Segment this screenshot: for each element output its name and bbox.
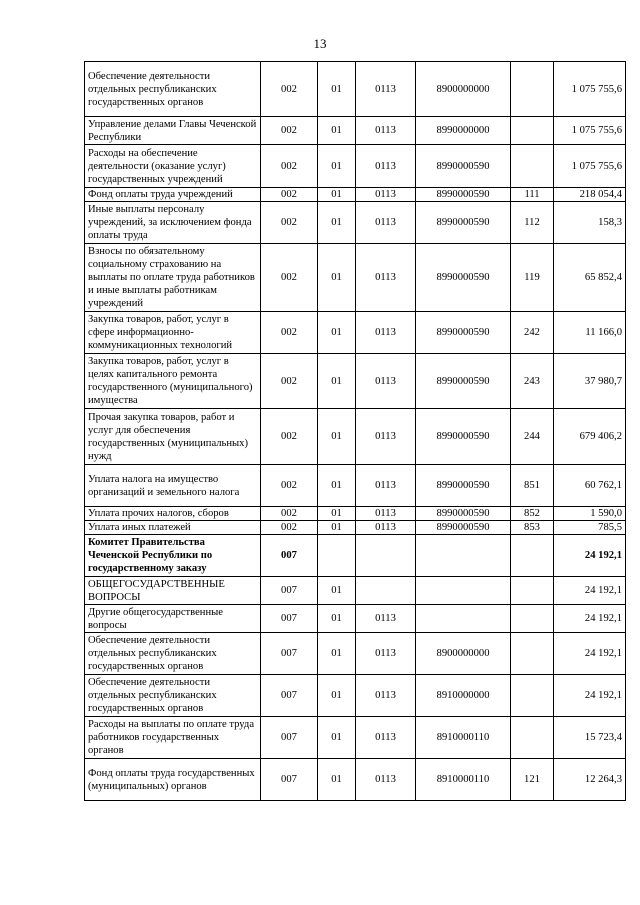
ministry-code-cell: 002 xyxy=(261,312,318,354)
expense-type-code-cell xyxy=(511,62,554,117)
expense-type-code-cell xyxy=(511,633,554,675)
target-article-code-cell: 8990000590 xyxy=(416,244,511,312)
expense-name-cell: Расходы на обеспечение деятельности (оказание услуг) государственных учреждений xyxy=(85,145,261,188)
section-code-cell: 01 xyxy=(318,244,356,312)
target-article-code-cell: 8990000590 xyxy=(416,202,511,244)
section-code-cell: 01 xyxy=(318,605,356,633)
section-code-cell xyxy=(318,535,356,577)
amount-cell: 65 852,4 xyxy=(554,244,626,312)
expense-name-cell: Управление делами Главы Чеченской Республики xyxy=(85,117,261,145)
subsection-code-cell: 0113 xyxy=(356,521,416,535)
expense-type-code-cell: 851 xyxy=(511,465,554,507)
ministry-code-cell: 007 xyxy=(261,605,318,633)
ministry-code-cell: 007 xyxy=(261,535,318,577)
target-article-code-cell: 8900000000 xyxy=(416,633,511,675)
subsection-code-cell: 0113 xyxy=(356,188,416,202)
table-row xyxy=(85,507,626,521)
expense-name-cell: Уплата иных платежей xyxy=(85,521,261,535)
table-row xyxy=(85,675,626,717)
table-row xyxy=(85,354,626,409)
section-code-cell: 01 xyxy=(318,633,356,675)
target-article-code-cell: 8990000590 xyxy=(416,354,511,409)
expense-type-code-cell xyxy=(511,577,554,605)
expense-type-code-cell: 852 xyxy=(511,507,554,521)
amount-cell: 24 192,1 xyxy=(554,675,626,717)
target-article-code-cell: 8990000000 xyxy=(416,117,511,145)
table-row xyxy=(85,117,626,145)
ministry-code-cell: 007 xyxy=(261,675,318,717)
ministry-code-cell: 002 xyxy=(261,507,318,521)
subsection-code-cell: 0113 xyxy=(356,633,416,675)
section-code-cell: 01 xyxy=(318,465,356,507)
amount-cell: 1 075 755,6 xyxy=(554,145,626,188)
target-article-code-cell: 8990000590 xyxy=(416,409,511,465)
section-code-cell: 01 xyxy=(318,577,356,605)
expense-name-cell: Фонд оплаты труда учреждений xyxy=(85,188,261,202)
expense-type-code-cell xyxy=(511,145,554,188)
subsection-code-cell: 0113 xyxy=(356,717,416,759)
amount-cell: 15 723,4 xyxy=(554,717,626,759)
amount-cell: 60 762,1 xyxy=(554,465,626,507)
subsection-code-cell: 0113 xyxy=(356,759,416,801)
ministry-code-cell: 007 xyxy=(261,633,318,675)
ministry-code-cell: 007 xyxy=(261,717,318,759)
target-article-code-cell xyxy=(416,605,511,633)
amount-cell: 1 590,0 xyxy=(554,507,626,521)
table-row xyxy=(85,188,626,202)
expense-name-cell: Взносы по обязательному социальному страхованию на выплаты по оплате труда работников и иные выплаты работникам учреждений xyxy=(85,244,261,312)
subsection-code-cell xyxy=(356,535,416,577)
expense-name-cell: Уплата прочих налогов, сборов xyxy=(85,507,261,521)
target-article-code-cell: 8990000590 xyxy=(416,312,511,354)
expense-type-code-cell xyxy=(511,605,554,633)
expense-type-code-cell xyxy=(511,675,554,717)
expense-name-cell: Уплата налога на имущество организаций и земельного налога xyxy=(85,465,261,507)
expense-type-code-cell: 112 xyxy=(511,202,554,244)
section-code-cell: 01 xyxy=(318,507,356,521)
subsection-code-cell: 0113 xyxy=(356,62,416,117)
section-code-cell: 01 xyxy=(318,717,356,759)
subsection-code-cell xyxy=(356,577,416,605)
table-row xyxy=(85,312,626,354)
subsection-code-cell: 0113 xyxy=(356,507,416,521)
table-row xyxy=(85,62,626,117)
ministry-code-cell: 002 xyxy=(261,465,318,507)
table-row xyxy=(85,633,626,675)
expense-type-code-cell xyxy=(511,717,554,759)
expense-name-cell: Прочая закупка товаров, работ и услуг для обеспечения государственных (муниципальных) нужд xyxy=(85,409,261,465)
amount-cell: 679 406,2 xyxy=(554,409,626,465)
subsection-code-cell: 0113 xyxy=(356,605,416,633)
target-article-code-cell: 8990000590 xyxy=(416,145,511,188)
expense-type-code-cell: 853 xyxy=(511,521,554,535)
expense-name-cell: Закупка товаров, работ, услуг в сфере информационно-коммуникационных технологий xyxy=(85,312,261,354)
table-row xyxy=(85,717,626,759)
table-row xyxy=(85,145,626,188)
amount-cell: 24 192,1 xyxy=(554,535,626,577)
ministry-code-cell: 002 xyxy=(261,354,318,409)
target-article-code-cell: 8910000000 xyxy=(416,675,511,717)
expense-name-cell: Иные выплаты персоналу учреждений, за исключением фонда оплаты труда xyxy=(85,202,261,244)
section-code-cell: 01 xyxy=(318,202,356,244)
subsection-code-cell: 0113 xyxy=(356,244,416,312)
target-article-code-cell: 8900000000 xyxy=(416,62,511,117)
ministry-code-cell: 002 xyxy=(261,202,318,244)
table-row xyxy=(85,521,626,535)
subsection-code-cell: 0113 xyxy=(356,145,416,188)
section-code-cell: 01 xyxy=(318,409,356,465)
subsection-code-cell: 0113 xyxy=(356,409,416,465)
expense-name-cell: Обеспечение деятельности отдельных республиканских государственных органов xyxy=(85,62,261,117)
amount-cell: 1 075 755,6 xyxy=(554,62,626,117)
table-row xyxy=(85,244,626,312)
expense-type-code-cell: 244 xyxy=(511,409,554,465)
subsection-code-cell: 0113 xyxy=(356,465,416,507)
budget-table-body xyxy=(85,62,626,801)
table-row xyxy=(85,759,626,801)
ministry-code-cell: 002 xyxy=(261,244,318,312)
expense-type-code-cell: 243 xyxy=(511,354,554,409)
expense-name-cell: Расходы на выплаты по оплате труда работников государственных органов xyxy=(85,717,261,759)
table-row xyxy=(85,409,626,465)
expense-type-code-cell xyxy=(511,117,554,145)
target-article-code-cell: 8990000590 xyxy=(416,188,511,202)
section-code-cell: 01 xyxy=(318,354,356,409)
target-article-code-cell xyxy=(416,577,511,605)
expense-name-cell: Фонд оплаты труда государственных (муниципальных) органов xyxy=(85,759,261,801)
expense-type-code-cell: 121 xyxy=(511,759,554,801)
subsection-code-cell: 0113 xyxy=(356,354,416,409)
ministry-code-cell: 002 xyxy=(261,62,318,117)
section-code-cell: 01 xyxy=(318,675,356,717)
section-code-cell: 01 xyxy=(318,312,356,354)
subsection-code-cell: 0113 xyxy=(356,202,416,244)
amount-cell: 1 075 755,6 xyxy=(554,117,626,145)
expense-name-cell: Закупка товаров, работ, услуг в целях капитального ремонта государственного (муниципального) имущества xyxy=(85,354,261,409)
subsection-code-cell: 0113 xyxy=(356,312,416,354)
target-article-code-cell xyxy=(416,535,511,577)
ministry-code-cell: 002 xyxy=(261,521,318,535)
ministry-code-cell: 002 xyxy=(261,145,318,188)
ministry-code-cell: 002 xyxy=(261,188,318,202)
table-row xyxy=(85,202,626,244)
ministry-code-cell: 002 xyxy=(261,117,318,145)
expense-name-cell: Обеспечение деятельности отдельных республиканских государственных органов xyxy=(85,675,261,717)
amount-cell: 24 192,1 xyxy=(554,577,626,605)
table-row xyxy=(85,605,626,633)
expense-name-cell: Обеспечение деятельности отдельных республиканских государственных органов xyxy=(85,633,261,675)
expense-type-code-cell xyxy=(511,535,554,577)
amount-cell: 37 980,7 xyxy=(554,354,626,409)
ministry-code-cell: 007 xyxy=(261,577,318,605)
budget-table xyxy=(84,61,626,801)
target-article-code-cell: 8990000590 xyxy=(416,465,511,507)
expense-name-cell: ОБЩЕГОСУДАРСТВЕННЫЕ ВОПРОСЫ xyxy=(85,577,261,605)
expense-type-code-cell: 242 xyxy=(511,312,554,354)
amount-cell: 11 166,0 xyxy=(554,312,626,354)
amount-cell: 24 192,1 xyxy=(554,605,626,633)
section-code-cell: 01 xyxy=(318,117,356,145)
expense-name-cell: Комитет Правительства Чеченской Республики по государственному заказу xyxy=(85,535,261,577)
table-row xyxy=(85,577,626,605)
amount-cell: 24 192,1 xyxy=(554,633,626,675)
section-code-cell: 01 xyxy=(318,145,356,188)
subsection-code-cell: 0113 xyxy=(356,117,416,145)
amount-cell: 785,5 xyxy=(554,521,626,535)
target-article-code-cell: 8990000590 xyxy=(416,521,511,535)
table-row xyxy=(85,535,626,577)
target-article-code-cell: 8910000110 xyxy=(416,717,511,759)
target-article-code-cell: 8990000590 xyxy=(416,507,511,521)
expense-type-code-cell: 119 xyxy=(511,244,554,312)
ministry-code-cell: 007 xyxy=(261,759,318,801)
expense-name-cell: Другие общегосударственные вопросы xyxy=(85,605,261,633)
ministry-code-cell: 002 xyxy=(261,409,318,465)
subsection-code-cell: 0113 xyxy=(356,675,416,717)
section-code-cell: 01 xyxy=(318,188,356,202)
section-code-cell: 01 xyxy=(318,759,356,801)
expense-type-code-cell: 111 xyxy=(511,188,554,202)
table-row xyxy=(85,465,626,507)
amount-cell: 218 054,4 xyxy=(554,188,626,202)
amount-cell: 12 264,3 xyxy=(554,759,626,801)
target-article-code-cell: 8910000110 xyxy=(416,759,511,801)
amount-cell: 158,3 xyxy=(554,202,626,244)
section-code-cell: 01 xyxy=(318,62,356,117)
page-number: 13 xyxy=(313,36,327,51)
section-code-cell: 01 xyxy=(318,521,356,535)
